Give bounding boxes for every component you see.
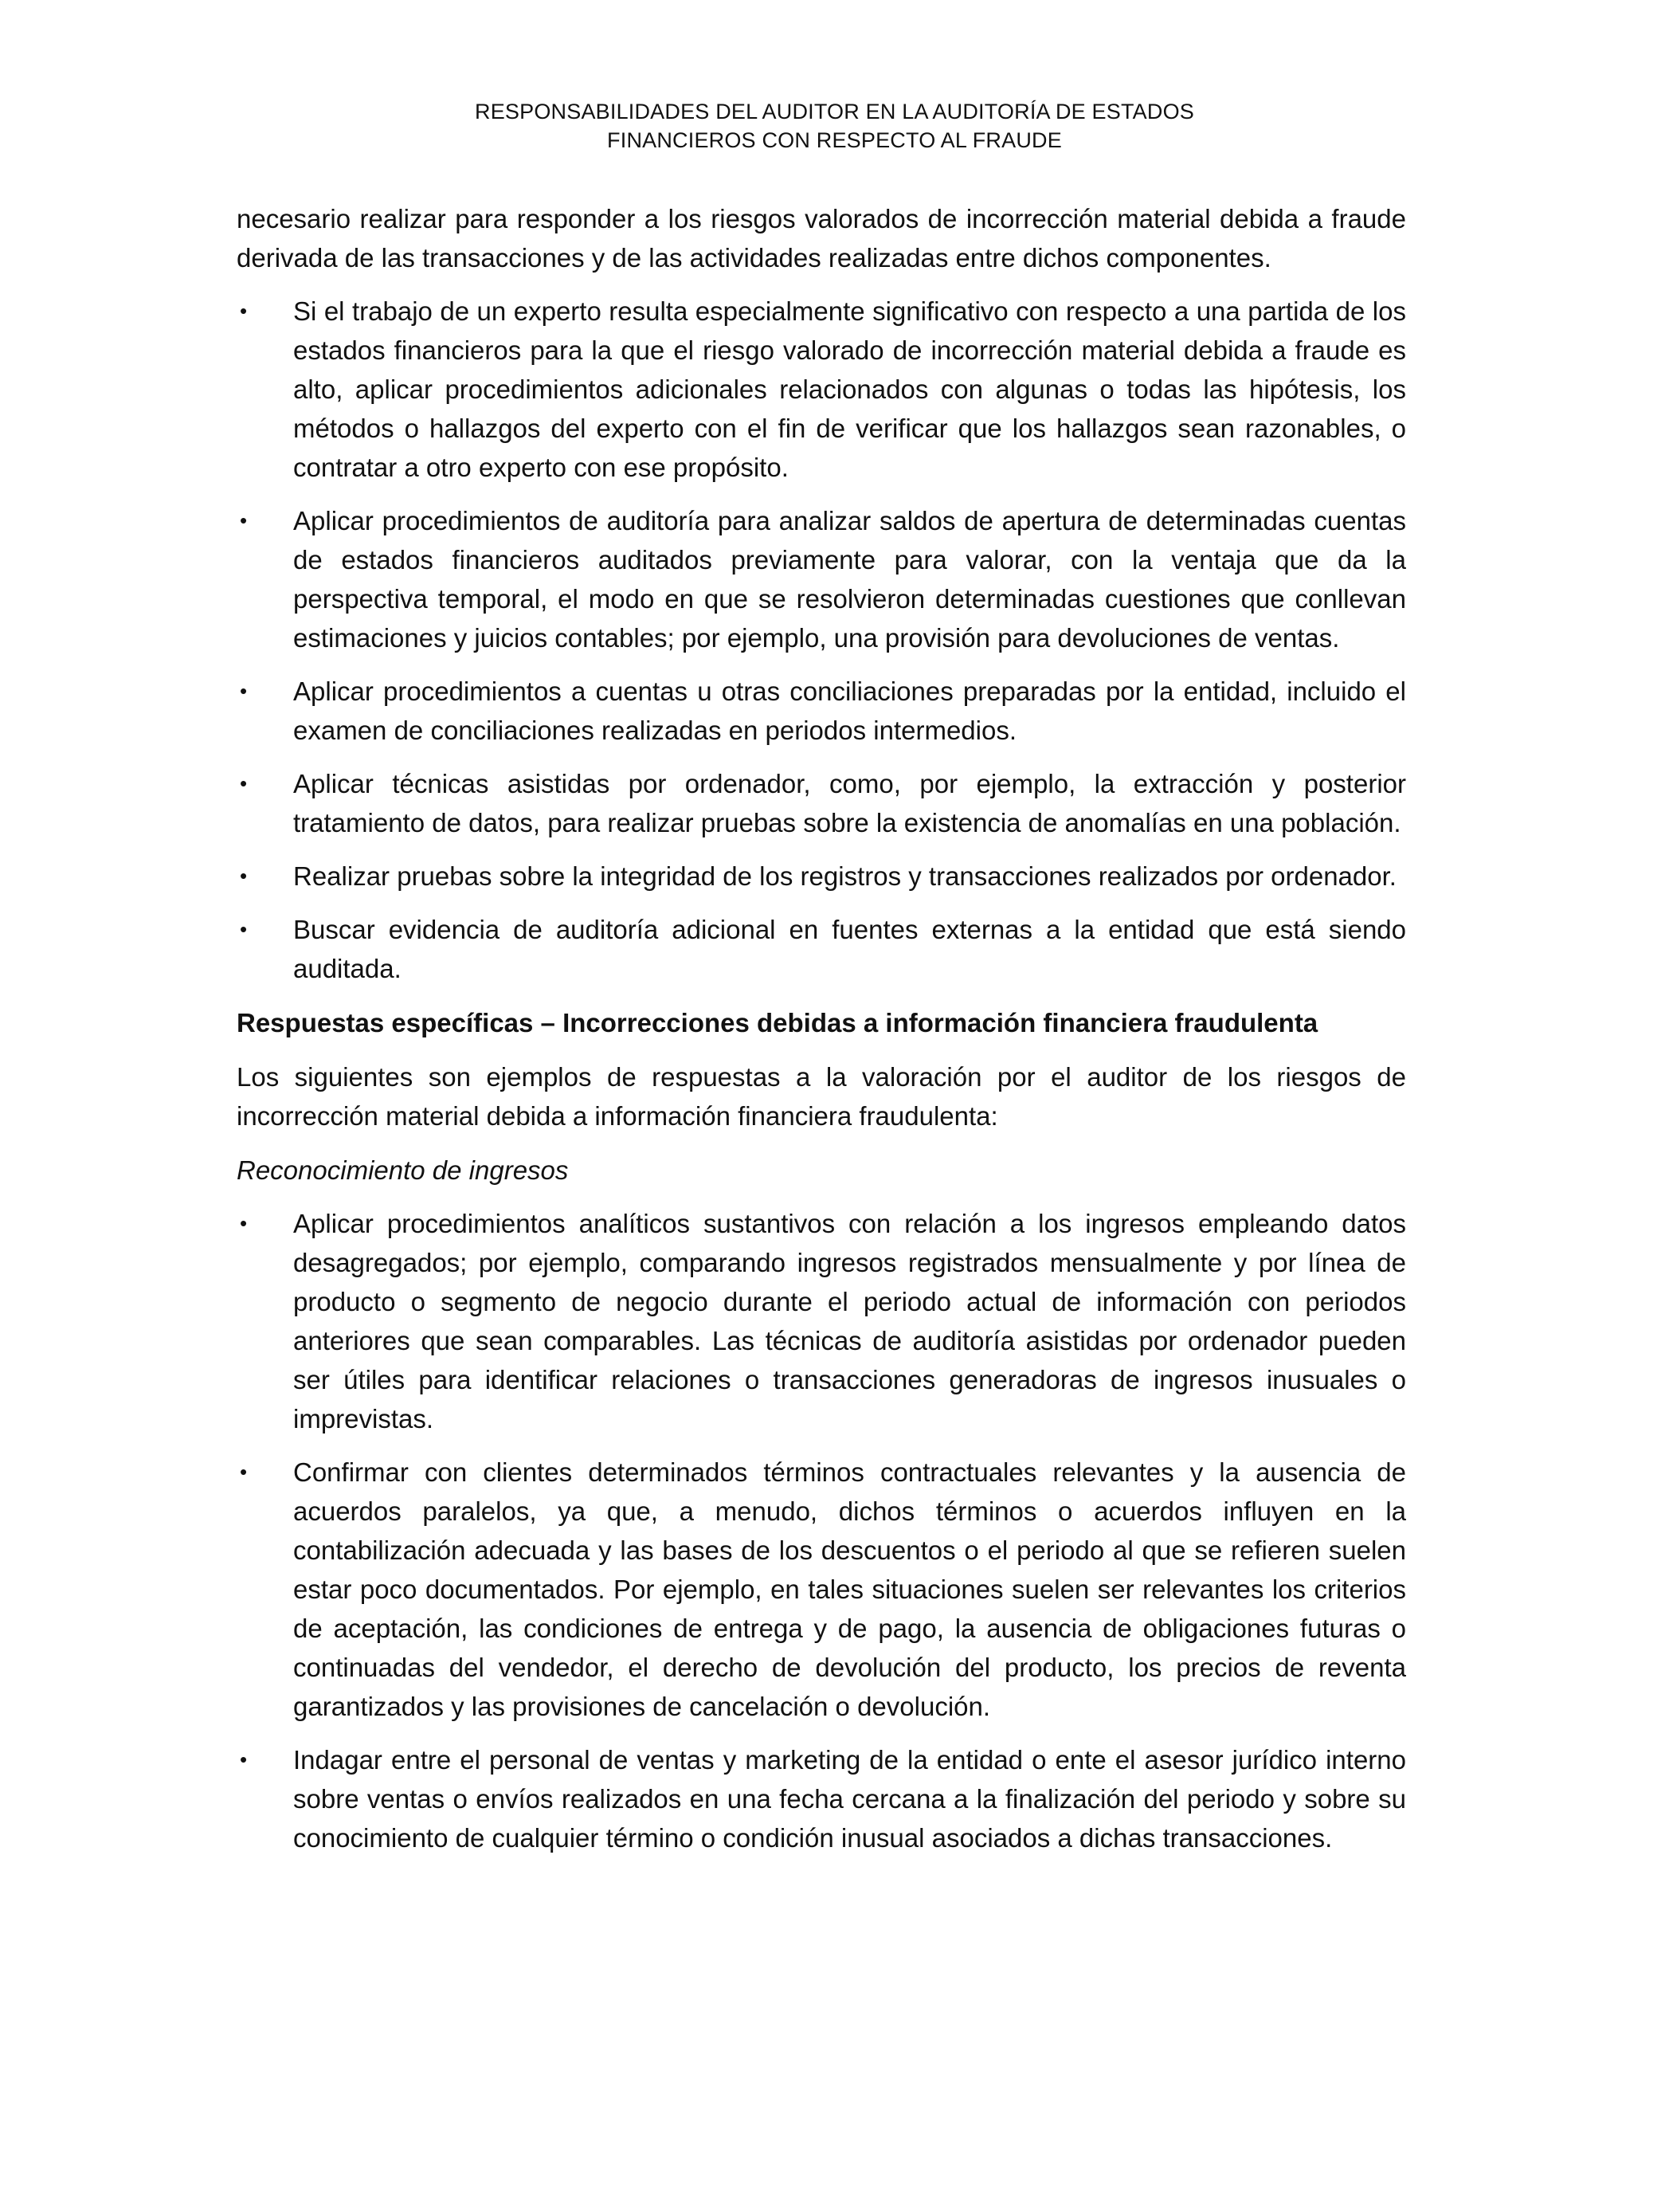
bullet-icon: •: [240, 864, 248, 888]
list-item: [237, 857, 1406, 896]
bullet-icon: •: [240, 508, 248, 532]
list-item-text: Aplicar procedimientos de auditoría para analizar saldos de apertura de determinadas cuentas de estados financieros auditados previamente para valorar, con la ventaja que da la perspectiva temporal, el modo en que se resolvieron determinadas cuestiones que conllevan estimaciones y juicios contables; por ejemplo, una provisión para devoluciones de ventas.: [293, 506, 1406, 653]
list-item: [237, 501, 1406, 657]
list-item-text: Aplicar procedimientos analíticos sustantivos con relación a los ingresos empleando datos desagregados; por ejemplo, comparando ingresos registrados mensualmente y por línea de producto o segmento de negocio durante el periodo actual de información con periodos anteriores que sean comparables. Las técnicas de auditoría asistidas por ordenador pueden ser útiles para identificar relaciones o transacciones generadoras de ingresos inusuales o imprevistas.: [293, 1209, 1406, 1433]
list-item: [237, 1453, 1406, 1726]
section-heading: Respuestas específicas – Incorrecciones debidas a información financiera fraudulenta: [237, 1008, 1318, 1037]
bullet-icon: •: [240, 299, 248, 323]
list-item: [237, 1740, 1406, 1857]
list-item-text: Confirmar con clientes determinados términos contractuales relevantes y la ausencia de acuerdos paralelos, ya que, a menudo, dichos términos o acuerdos influyen en la contabilización adecuada y las bases de los descuentos o el periodo al que se refieren suelen estar poco documentados. Por ejemplo, en tales situaciones suelen ser relevantes los criterios de aceptación, las condiciones de entrega y de pago, la ausencia de obligaciones futuras o continuadas del vendedor, el derecho de devolución del producto, los precios de reventa garantizados y las provisiones de cancelación o devolución.: [293, 1457, 1406, 1721]
list-item: [237, 292, 1406, 487]
bullet-icon: •: [240, 1460, 248, 1484]
list-item: [237, 764, 1406, 842]
bullet-icon: •: [240, 917, 248, 941]
list-item-text: Realizar pruebas sobre la integridad de los registros y transacciones realizados por ordenador.: [293, 861, 1397, 891]
procedures-list: [237, 292, 1406, 988]
revenue-procedures-list: [237, 1204, 1406, 1857]
bullet-icon: •: [240, 679, 248, 703]
list-item-text: Aplicar procedimientos a cuentas u otras conciliaciones preparadas por la entidad, incluido el examen de conciliaciones realizadas en periodos intermedios.: [293, 677, 1406, 745]
header-line-2: FINANCIEROS CON RESPECTO AL FRAUDE: [607, 128, 1062, 152]
running-header: [0, 97, 1669, 155]
list-item: [237, 672, 1406, 750]
list-item-text: Indagar entre el personal de ventas y marketing de la entidad o ente el asesor jurídico interno sobre ventas o envíos realizados en una fecha cercana a la finalización del periodo y sobre su conocimiento de cualquier término o condición inusual asociados a dichas transacciones.: [293, 1745, 1406, 1853]
list-item-text: Si el trabajo de un experto resulta especialmente significativo con respecto a una partida de los estados financieros para la que el riesgo valorado de incorrección material debida a fraude es alto, aplicar procedimientos adicionales relacionados con algunas o todas las hipótesis, los métodos o hallazgos del experto con el fin de verificar que los hallazgos sean razonables, o contratar a otro experto con ese propósito.: [293, 296, 1406, 482]
bullet-icon: •: [240, 771, 248, 795]
intro-paragraph: Los siguientes son ejemplos de respuestas a la valoración por el auditor de los riesgos de incorrección material debida a información financiera fraudulenta:: [237, 1062, 1406, 1131]
bullet-icon: •: [240, 1747, 248, 1771]
document-body: [237, 199, 1406, 1857]
list-item: [237, 910, 1406, 988]
list-item: [237, 1204, 1406, 1438]
bullet-icon: •: [240, 1211, 248, 1235]
continuation-paragraph: necesario realizar para responder a los riesgos valorados de incorrección material debida a fraude derivada de las transacciones y de las actividades realizadas entre dichos componentes.: [237, 204, 1406, 273]
list-item-text: Buscar evidencia de auditoría adicional en fuentes externas a la entidad que está siendo auditada.: [293, 915, 1406, 983]
subsection-heading: Reconocimiento de ingresos: [237, 1155, 569, 1185]
list-item-text: Aplicar técnicas asistidas por ordenador, como, por ejemplo, la extracción y posterior tratamiento de datos, para realizar pruebas sobre la existencia de anomalías en una población.: [293, 769, 1406, 837]
header-line-1: RESPONSABILIDADES DEL AUDITOR EN LA AUDITORÍA DE ESTADOS: [475, 100, 1194, 124]
